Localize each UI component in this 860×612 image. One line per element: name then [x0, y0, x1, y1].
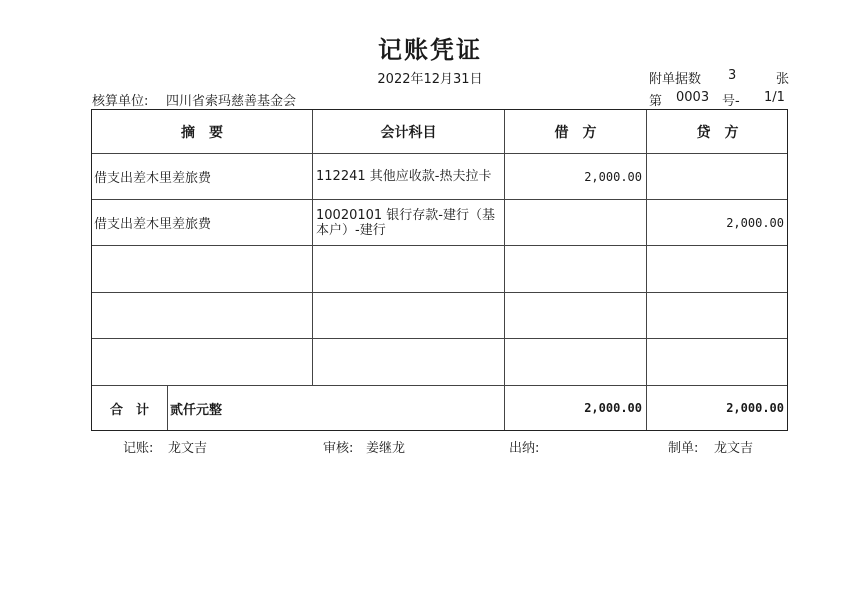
- row-2-account: 10020101 银行存款-建行（基本户）-建行: [316, 207, 495, 238]
- grid-line: [92, 338, 787, 339]
- total-credit: 2,000.00: [726, 401, 784, 415]
- row-2-debit: [505, 200, 646, 245]
- row-1-debit: 2,000.00: [584, 169, 642, 184]
- maker-label: 制单:: [668, 441, 699, 456]
- maker-name: 龙文吉: [714, 441, 754, 456]
- auditor-label: 审核:: [323, 441, 354, 456]
- voucher-date: 2022年12月31日: [377, 72, 483, 87]
- voucher-title: 记账凭证: [378, 36, 482, 64]
- auditor-name: 姜继龙: [366, 441, 406, 456]
- grid-line: [92, 292, 787, 293]
- column-header-credit: 贷 方: [696, 124, 739, 141]
- row-2-summary: 借支出差木里差旅费: [94, 217, 212, 232]
- column-header-summary: 摘 要: [181, 124, 223, 141]
- voucher-no-label: 第: [649, 94, 663, 109]
- grid-line: [92, 245, 787, 246]
- voucher-no-suffix: 号-: [722, 94, 740, 109]
- bookkeeper-name: 龙文吉: [168, 441, 208, 456]
- column-header-account: 会计科目: [380, 124, 437, 141]
- grid-line: [167, 385, 168, 430]
- voucher-no-value: 0003: [676, 90, 710, 105]
- cashier-label: 出纳:: [509, 441, 540, 456]
- column-header-debit: 借 方: [554, 124, 597, 141]
- voucher-page: 1/1: [764, 90, 785, 105]
- row-1-account: 112241 其他应收款-热夫拉卡: [316, 169, 492, 184]
- attachment-label: 附单据数: [649, 72, 702, 87]
- total-debit: 2,000.00: [584, 401, 642, 415]
- voucher-table: [91, 109, 788, 431]
- attachment-count: 3: [728, 68, 737, 83]
- bookkeeper-label: 记账:: [123, 441, 154, 456]
- row-1-summary: 借支出差木里差旅费: [94, 171, 212, 186]
- total-label: 合 计: [109, 402, 149, 418]
- accounting-unit-name: 四川省索玛慈善基金会: [166, 94, 297, 109]
- attachment-unit: 张: [776, 72, 790, 87]
- row-2-credit: 2,000.00: [726, 215, 784, 230]
- row-1-credit: [647, 154, 788, 199]
- accounting-unit-label: 核算单位:: [92, 94, 149, 109]
- total-amount-words: 贰仟元整: [170, 402, 223, 418]
